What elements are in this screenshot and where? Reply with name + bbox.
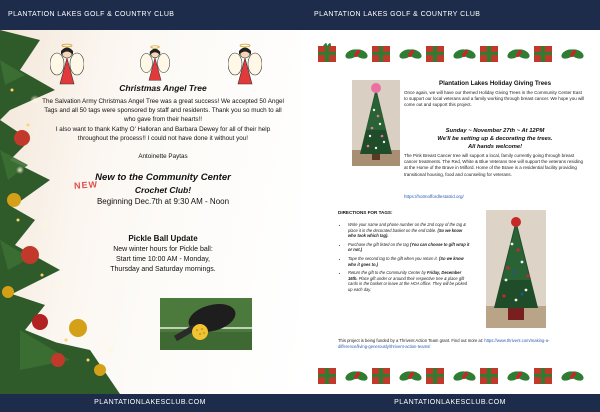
right-footer-bar: PLANTATIONLAKESCLUB.COM (300, 394, 600, 412)
gift-holly-border-top (314, 40, 586, 66)
new-badge: NEW (73, 179, 99, 191)
tree-support-description: The Pink Breast Cancer tree will support a local, family currently going through breast cancer treatments. The Red, White & Blue Veterans tree will support the veterans residing at the Home of the Brave in Milford. Home of the Brave is a residential facility providing transitional housing, food and counseling for veterans. (404, 153, 584, 177)
crochet-start-date: Beginning Dec.7th at 9:30 AM - Noon (96, 197, 230, 206)
left-header-bar: PLANTATION LAKES GOLF & COUNTRY CLUB (0, 0, 300, 30)
angel-icon (228, 42, 262, 86)
giving-trees-title: Plantation Lakes Holiday Giving Trees (438, 80, 552, 87)
ornament (14, 130, 30, 146)
crochet-club-title: Crochet Club! (134, 185, 192, 195)
angel-icon (140, 44, 170, 82)
pickleball-line-3: Thursday and Saturday mornings. (110, 266, 216, 273)
angel-tree-thanks: I also want to thank Kathy O' Halloran and Barbara Dewey for all of their help throughout the process!! I could not have done it without you! (55, 126, 271, 142)
directions-title: DIRECTIONS FOR TAGS: (338, 210, 393, 215)
pickleball-paddle-image (160, 298, 252, 350)
angel-tree-title: Christmas Angel Tree (119, 83, 207, 93)
giving-trees-intro: Once again, we will have our themed Holiday Giving Trees in the Community Center East to support our local veterans and a family working through breast cancer. We hope you will come out and support this project. (404, 90, 585, 108)
pickleball-line-2: Start time 10:00 AM - Monday, (115, 256, 211, 263)
directions-list (338, 222, 470, 296)
funding-note: This project is being funded by a Thrivent Action Team grant. Find out more at: https://www.thrivent.com/making-a-difference/living-generously/thrivent-action-teams/ (338, 338, 550, 349)
pickleball-line-1: New winter hours for Pickle ball: (113, 246, 213, 253)
event-line-1: Sunday ~ November 27th ~ At 12PM (445, 128, 545, 134)
signature: Antoinette Paytas (138, 153, 188, 160)
veterans-tree-photo (486, 210, 546, 328)
angel-icon (50, 42, 84, 86)
pickleball-title: Pickle Ball Update (128, 234, 198, 243)
event-line-2: We'll be setting up & decorating the trees. (437, 136, 553, 142)
pink-tree-photo (352, 80, 400, 166)
thrivent-link[interactable]: https://www.thrivent.com/making-a-difference/living-generously/thrivent-action-teams/ (338, 338, 550, 349)
gift-holly-border-bottom (314, 362, 586, 388)
right-header-bar: PLANTATION LAKES GOLF & COUNTRY CLUB (300, 0, 600, 30)
angel-tree-body: The Salvation Army Christmas Angel Tree was a great success! We accepted 50 Angel Tags and all 50 tags were sponsored by staff and residents. Thank you so much to all who gave from their hearts!! (42, 98, 284, 123)
community-center-title: New to the Community Center (95, 172, 231, 183)
event-line-3: All hands welcome! (467, 144, 523, 150)
direction-item: • Return the gift to the Community Center by Friday, December 16th. Place gift under or around their respective tree & place gift cards in the basket or leave at the HOA office. They will be picked up each day. (348, 270, 470, 292)
newsletter-page-right (300, 0, 600, 412)
left-footer-bar: PLANTATIONLAKESCLUB.COM (0, 394, 300, 412)
direction-item: • Tape the second tag to the gift when you return it. (So we know who it goes to.) (348, 256, 470, 267)
home-of-brave-link[interactable]: https://hotmoffordlestatrid.org/ (404, 194, 464, 199)
direction-item: • Write your name and phone number on the 2nd copy of the tag & place it in the decorated basket on the end table. (So we know who took which tag). (348, 222, 470, 239)
direction-item: • Purchase the gift listed on the tag (You can choose to gift wrap it or not.) (348, 242, 470, 253)
